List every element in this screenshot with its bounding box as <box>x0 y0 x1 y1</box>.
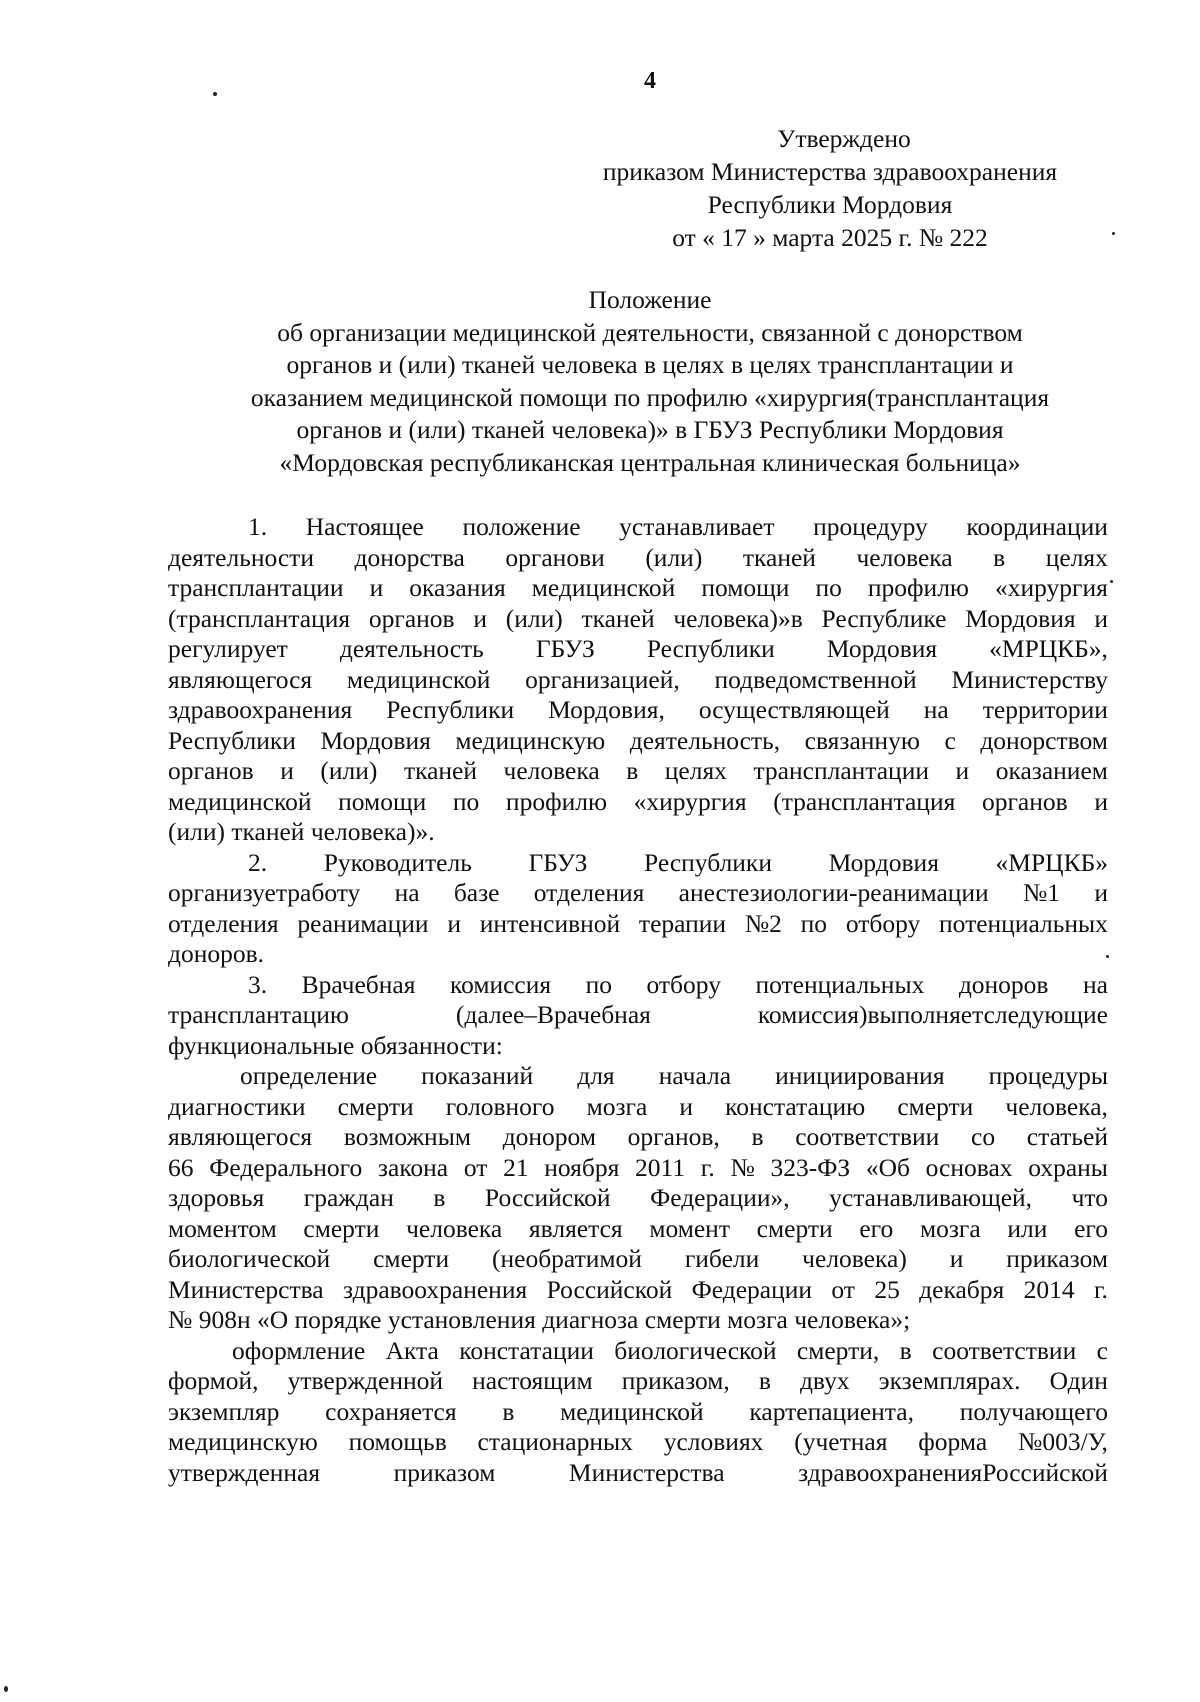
body-line: биологической смерти (необратимой гибели человека) и приказом <box>168 1244 1108 1273</box>
page-number: 4 <box>644 68 656 94</box>
body-line: формой, утвержденной настоящим приказом, в двух экземплярах. Один <box>168 1366 1108 1395</box>
body-line: здоровья граждан в Российской Федерации», устанавливающей, что <box>168 1183 1108 1212</box>
title-line: органов и (или) тканей человека)» в ГБУЗ Республики Мордовия <box>296 415 1004 444</box>
title-heading: Положение <box>588 285 712 314</box>
document-title <box>200 284 1100 479</box>
body-line: 66 Федерального закона от 21 ноября 2011 г. № 323-ФЗ «Об основах охраны <box>168 1152 1108 1182</box>
body-line: трансплантации и оказания медицинской помощи по профилю «хирургия <box>168 573 1108 602</box>
body-line: организуетработу на базе отделения анестезиологии-реанимации №1 и <box>168 878 1108 907</box>
body-line: органов и (или) тканей человека в целях трансплантации и оказанием <box>168 756 1108 785</box>
body-line: № 908н «О порядке установления диагноза смерти мозга человека»; <box>168 1305 911 1334</box>
body-line: являющегося возможным донором органов, в соответствии со статьей <box>168 1122 1108 1151</box>
body-line: экземпляр сохраняется в медицинской картепациента, получающего <box>168 1396 1108 1426</box>
body-line: (или) тканей человека)». <box>168 817 435 846</box>
body-line: Республики Мордовия медицинскую деятельность, связанную с донорством <box>168 725 1108 755</box>
body-line: трансплантацию (далее–Врачебная комиссия)выполняетследующие <box>168 1000 1108 1029</box>
scan-speck <box>213 92 217 96</box>
title-line: оказанием медицинской помощи по профилю «хирургия(трансплантация <box>250 382 1050 412</box>
body-line: отделения реанимации и интенсивной терапии №2 по отбору потенциальных <box>168 908 1108 938</box>
approval-line: Утверждено <box>777 124 911 153</box>
body-line: моментом смерти человека является момент смерти его мозга или его <box>168 1213 1108 1243</box>
body-line: регулирует деятельность ГБУЗ Республики Мордовия «МРЦКБ», <box>168 634 1108 663</box>
body-line: диагностики смерти головного мозга и констатацию смерти человека, <box>168 1091 1108 1121</box>
body-line: доноров. <box>168 939 265 968</box>
title-line: «Мордовская республиканская центральная клиническая больница» <box>279 447 1021 477</box>
body-line: оформление Акта констатации биологической смерти, в соответствии с <box>232 1335 1108 1365</box>
body-line: (трансплантация органов и (или) тканей человека)»в Республике Мордовия и <box>168 603 1108 633</box>
body-line: 3. Врачебная комиссия по отбору потенциальных доноров на <box>248 969 1108 999</box>
body-line: утвержденная приказом Министерства здравоохраненияРоссийской <box>168 1457 1108 1487</box>
approval-line: от « 17 » марта 2025 г. № 222 <box>672 223 988 252</box>
scan-speck <box>1110 580 1113 583</box>
body-line: 1. Настоящее положение устанавливает процедуру координации <box>248 512 1108 541</box>
body-line: функциональные обязанности: <box>168 1030 503 1060</box>
approval-line: приказом Министерства здравоохранения <box>602 157 1058 186</box>
approval-block <box>560 122 1100 254</box>
body-line: являющегося медицинской организацией, подведомственной Министерству <box>168 664 1108 694</box>
body-line: медицинской помощи по профилю «хирургия (трансплантация органов и <box>168 786 1108 816</box>
body-text <box>168 512 1108 1488</box>
scan-speck <box>4 1686 8 1692</box>
title-line: об организации медицинской деятельности, связанной с донорством <box>277 317 1023 347</box>
scan-speck <box>1106 955 1109 958</box>
body-line: Министерства здравоохранения Российской Федерации от 25 декабря 2014 г. <box>168 1274 1108 1304</box>
body-line: 2. Руководитель ГБУЗ Республики Мордовия «МРЦКБ» <box>248 847 1108 877</box>
title-line: органов и (или) тканей человека в целях в целях трансплантации и <box>286 350 1014 379</box>
approval-line: Республики Мордовия <box>707 190 953 219</box>
body-line: здравоохранения Республики Мордовия, осуществляющей на территории <box>168 695 1108 724</box>
scan-speck <box>1112 232 1115 235</box>
body-line: деятельности донорства органови (или) тканей человека в целях <box>168 542 1108 572</box>
body-line: определение показаний для начала инициирования процедуры <box>240 1061 1108 1090</box>
body-line: медицинскую помощьв стационарных условиях (учетная форма №003/У, <box>168 1427 1108 1456</box>
